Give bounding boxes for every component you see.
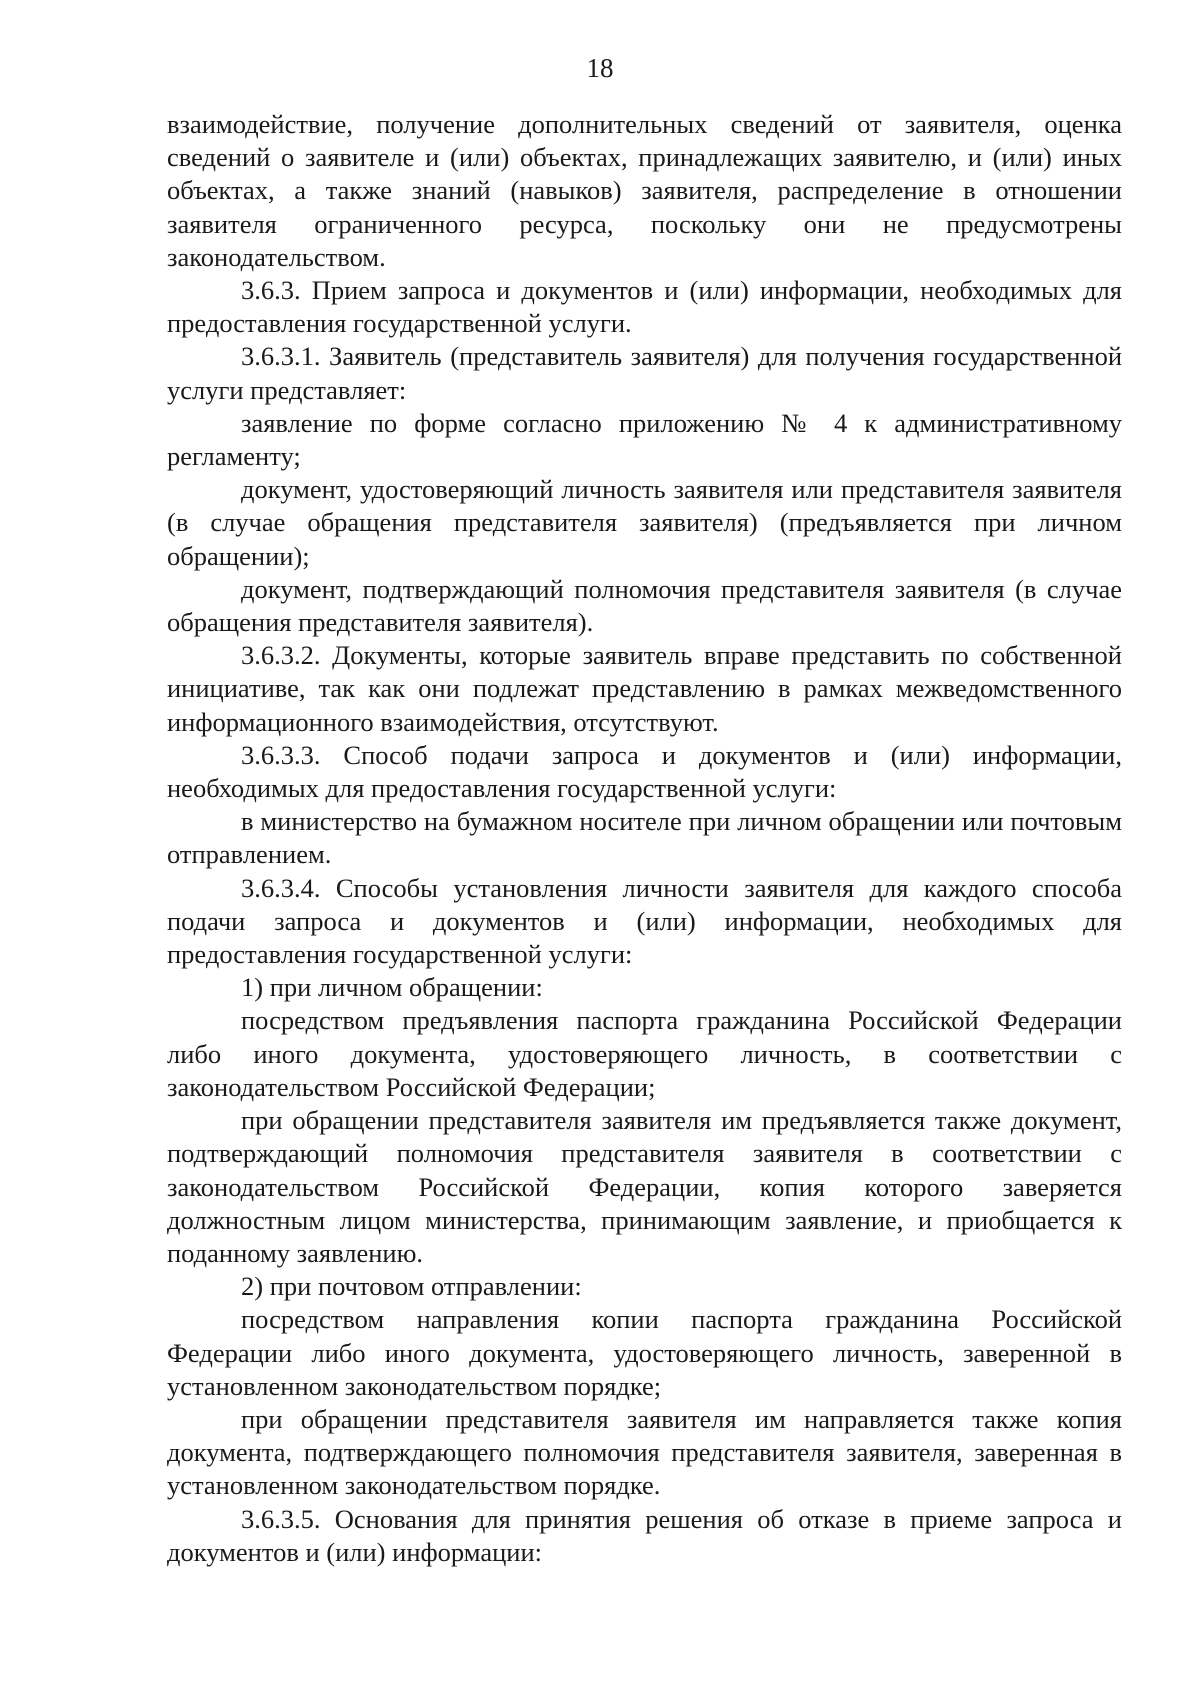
paragraph-3-6-3-4: 3.6.3.4. Способы установления личности заявителя для каждого способа подачи запроса и документов и (или) информации, необходимых для предоставления государственной услуги: <box>167 872 1122 970</box>
paragraph-3-6-3-1: 3.6.3.1. Заявитель (представитель заявителя) для получения государственной услуги представляет: <box>167 341 1122 405</box>
list-item-authority-document: документ, подтверждающий полномочия представителя заявителя (в случае обращения представителя заявителя). <box>167 573 1122 638</box>
list-item-submission-method: в министерство на бумажном носителе при личном обращении или почтовым отправлением. <box>167 806 1122 870</box>
paragraph-3-6-3-2: 3.6.3.2. Документы, которые заявитель вправе представить по собственной инициативе, так как они подлежат представлению в рамках межведомственного информационного взаимодействия, отсутствуют. <box>167 640 1122 737</box>
list-item-identity-document: документ, удостоверяющий личность заявителя или представителя заявителя (в случае обращения представителя заявителя) (предъявляется при личном обращении); <box>167 474 1122 571</box>
list-item-passport-presentation: посредством предъявления паспорта гражданина Российской Федерации либо иного документа, удостоверяющего личность, в соответствии с законодательством Российской Федерации; <box>167 1005 1122 1102</box>
list-item-personal-visit: 1) при личном обращении: <box>241 972 543 1003</box>
paragraph-3-6-3-3: 3.6.3.3. Способ подачи запроса и документов и (или) информации, необходимых для предоставления государственной услуги: <box>167 739 1122 804</box>
page-number: 18 <box>586 53 614 83</box>
document-body <box>167 108 1122 1569</box>
list-item-representative-copy: при обращении представителя заявителя им направляется также копия документа, подтверждающего полномочия представителя заявителя, заверенная в установленном законодательством порядке. <box>167 1403 1122 1501</box>
list-item-application: заявление по форме согласно приложению № 4 к административному регламенту; <box>167 407 1122 472</box>
paragraph-3-6-3-5: 3.6.3.5. Основания для принятия решения об отказе в приеме запроса и документов и (или) информации: <box>167 1503 1122 1567</box>
paragraph-3-6-3: 3.6.3. Прием запроса и документов и (или) информации, необходимых для предоставления государственной услуги. <box>167 275 1122 339</box>
paragraph-continuation: взаимодействие, получение дополнительных сведений от заявителя, оценка сведений о заявителе и (или) объектах, принадлежащих заявителю, и (или) иных объектах, а также знаний (навыков) заявителя, распределение в отношении заявителя ограниченного ресурса, поскольку они не предусмотрены законодательством. <box>167 109 1122 272</box>
list-item-passport-copy: посредством направления копии паспорта гражданина Российской Федерации либо иного документа, удостоверяющего личность, заверенной в установленном законодательством порядке; <box>167 1304 1122 1401</box>
list-item-representative-presentation: при обращении представителя заявителя им предъявляется также документ, подтверждающий полномочия представителя заявителя в соответствии с законодательством Российской Федерации, копия которого заверяется должностным лицом министерства, принимающим заявление, и приобщается к поданному заявлению. <box>167 1105 1122 1268</box>
list-item-postal-submission: 2) при почтовом отправлении: <box>241 1271 582 1302</box>
